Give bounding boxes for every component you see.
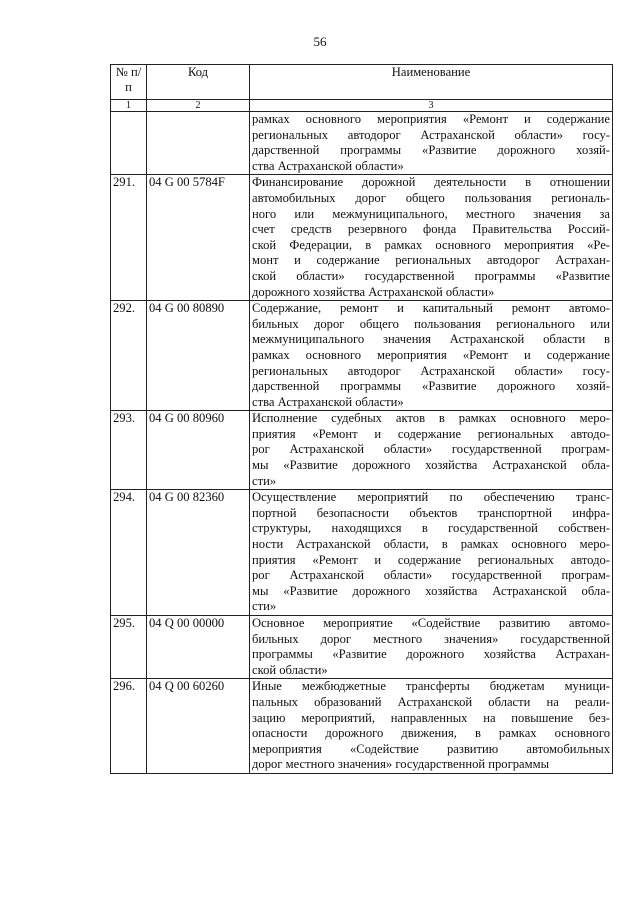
name-text-line: ской Федерации, в рамках основного мероприятия «Ре- [252, 237, 610, 252]
table-row [111, 301, 613, 411]
name-text-line: ской области» государственной программы «Развитие [252, 268, 610, 283]
name-text-line: монт и содержание региональных автодорог Астрахан- [252, 253, 610, 268]
name-text-line: Осуществление мероприятий по обеспечению транс- [252, 490, 610, 505]
name-text-line: дорожного хозяйства Астраханской области» [252, 284, 495, 299]
budget-classification-table [110, 64, 613, 774]
page-number: 56 [313, 34, 327, 49]
name-text-line: региональных автодорог Астраханской области» госу- [252, 363, 610, 378]
name-text-line: автомобильных дорог общего пользования региональ- [252, 190, 610, 205]
table-row [111, 490, 613, 616]
table-row [111, 616, 613, 679]
table-row [111, 112, 613, 175]
row-number [111, 112, 147, 175]
name-text-line: бильных дорог местного значения» государственной [252, 631, 610, 646]
name-text-line: пальных образований Астраханской области на реали- [252, 694, 610, 709]
name-text-line: счет средств резервного фонда Правительства Россий- [252, 222, 610, 237]
column-index: 1 [111, 100, 147, 112]
name-text-line: рог Астраханской области» государственной програм- [252, 568, 610, 583]
name-text-line: мероприятия «Содействие развитию автомобильных [252, 741, 610, 756]
row-name [250, 679, 613, 774]
row-name [250, 112, 613, 175]
name-text-line: зацию мероприятий, направленных на повышение без- [252, 710, 610, 725]
name-text-line: рамках основного мероприятия «Ремонт и содержание [252, 347, 610, 362]
row-code: 04 G 00 5784F [147, 175, 250, 301]
name-text-line: мы «Развитие дорожного хозяйства Астраханской обла- [252, 458, 610, 473]
table-row [111, 175, 613, 301]
row-number: 291. [111, 175, 147, 301]
row-code: 04 G 00 80890 [147, 301, 250, 411]
row-name [250, 490, 613, 616]
table-row [111, 411, 613, 490]
name-text-line: Иные межбюджетные трансферты бюджетам муници- [252, 679, 610, 694]
name-text-line: Основное мероприятие «Содействие развитию автомо- [252, 616, 610, 630]
row-name [250, 616, 613, 679]
name-text-line: ности Астраханской области, в рамках основного меро- [252, 537, 610, 552]
name-text-line: портной безопасности объектов транспортной инфра- [252, 505, 610, 520]
row-name [250, 301, 613, 411]
row-code: 04 Q 00 60260 [147, 679, 250, 774]
name-text-line: бильных дорог общего пользования регионального или [252, 316, 610, 331]
name-text-line: Содержание, ремонт и капитальный ремонт автомо- [252, 301, 610, 316]
row-code: 04 G 00 82360 [147, 490, 250, 616]
row-code: 04 G 00 80960 [147, 411, 250, 490]
row-number: 294. [111, 490, 147, 616]
name-text-line: ства Астраханской области» [252, 394, 404, 409]
name-text-line: дарственной программы «Развитие дорожного хозяй- [252, 379, 610, 394]
name-text-line: региональных автодорог Астраханской области» госу- [252, 127, 610, 142]
name-text-line: ства Астраханской области» [252, 158, 404, 173]
row-number: 296. [111, 679, 147, 774]
name-text-line: Финансирование дорожной деятельности в отношении [252, 175, 610, 190]
column-index: 2 [147, 100, 250, 112]
row-code [147, 112, 250, 175]
name-text-line: приятия «Ремонт и содержание региональных автодо- [252, 426, 610, 441]
name-text-line: межмуниципального значения Астраханской области в [252, 332, 610, 347]
row-number: 295. [111, 616, 147, 679]
name-text-line: программы «Развитие дорожного хозяйства Астрахан- [252, 647, 610, 662]
row-number: 293. [111, 411, 147, 490]
name-text-line: дорог местного значения» государственной программы [252, 757, 550, 772]
name-text-line: структуры, находящихся в государственной собствен- [252, 521, 610, 536]
row-number: 292. [111, 301, 147, 411]
name-text-line: рог Астраханской области» государственной програм- [252, 442, 610, 457]
name-text-line: рамках основного мероприятия «Ремонт и содержание [252, 112, 610, 126]
table-body [111, 112, 613, 774]
column-index: 3 [250, 100, 613, 112]
header-name: Наименование [250, 65, 613, 100]
name-text-line: опасности дорожного движения, в рамках основного [252, 726, 610, 741]
name-text-line: сти» [252, 473, 277, 488]
header-code: Код [147, 65, 250, 100]
table-row [111, 679, 613, 774]
row-name [250, 411, 613, 490]
name-text-line: сти» [252, 599, 277, 614]
column-index-row [111, 100, 613, 112]
name-text-line: ного или межмуниципального, местного значения за [252, 206, 610, 221]
header-row [111, 65, 613, 100]
row-code: 04 Q 00 00000 [147, 616, 250, 679]
name-text-line: мы «Развитие дорожного хозяйства Астраханской обла- [252, 583, 610, 598]
name-text-line: приятия «Ремонт и содержание региональных автодо- [252, 552, 610, 567]
name-text-line: ской области» [252, 662, 328, 677]
row-name [250, 175, 613, 301]
header-num: № п/п [111, 65, 147, 100]
name-text-line: Исполнение судебных актов в рамках основного меро- [252, 411, 610, 426]
name-text-line: дарственной программы «Развитие дорожного хозяй- [252, 143, 610, 158]
